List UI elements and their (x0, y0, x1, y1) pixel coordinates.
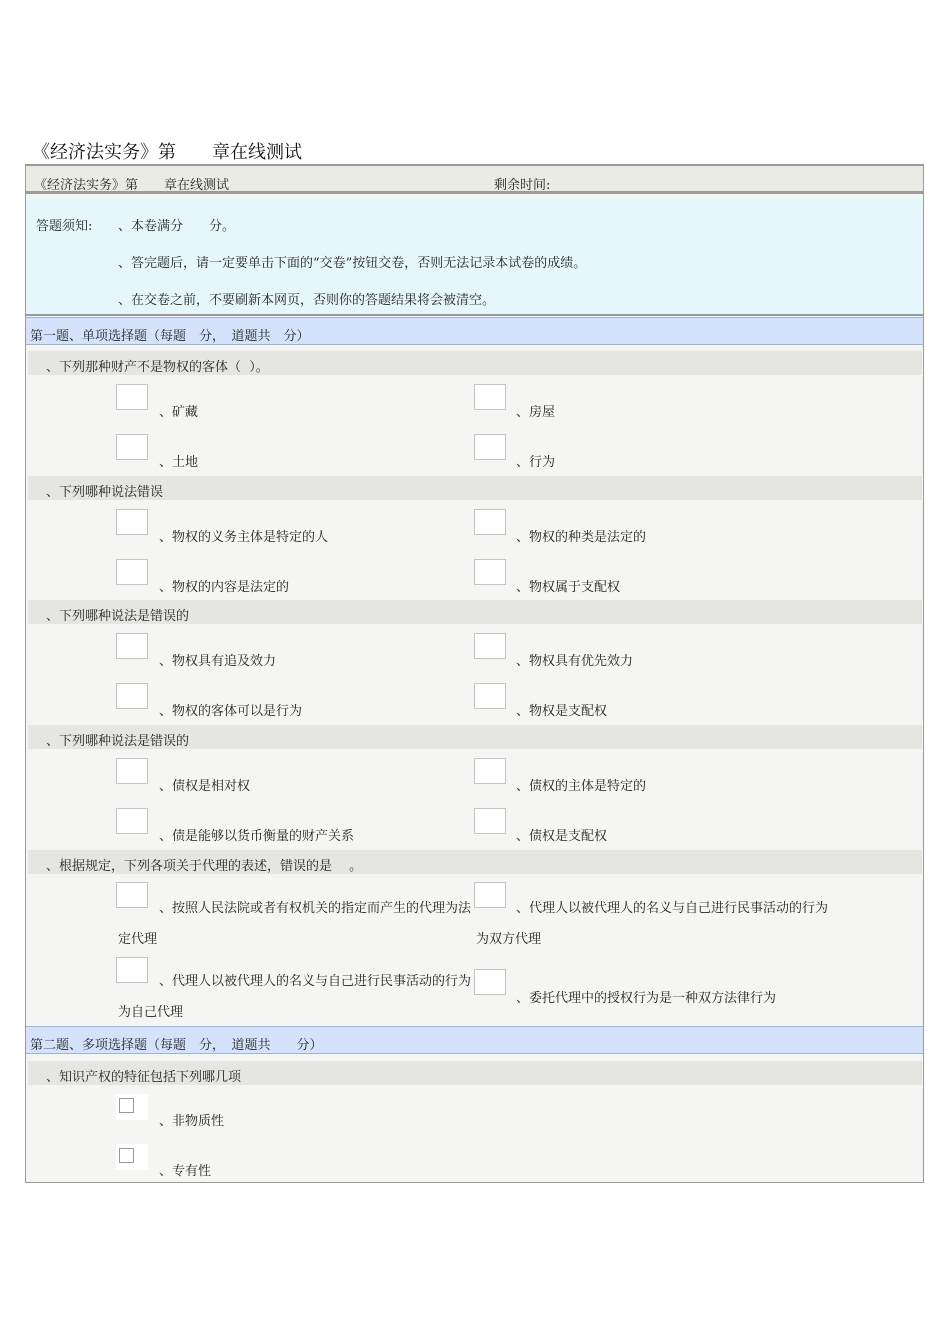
question-text: 、根据规定，下列各项关于代理的表述，错误的是 。 (46, 859, 363, 874)
notice-panel (26, 198, 923, 316)
answer-box-q3-c[interactable] (116, 683, 148, 709)
option-q3-c: 、物权的客体可以是行为 (159, 704, 303, 719)
section-single-choice-header (26, 317, 923, 345)
section-title: 第一题、单项选择题（每题 分， 道题共 分） (30, 329, 310, 344)
exam-frame (25, 164, 924, 1183)
option-q3-a: 、物权具有追及效力 (159, 654, 277, 669)
section-title: 第二题、多项选择题（每题 分， 道题共 分） (30, 1038, 323, 1053)
answer-box-q2-a[interactable] (116, 509, 148, 535)
question-text: 、下列哪种说法是错误的 (46, 609, 190, 624)
option-q2-b: 、物权的种类是法定的 (516, 530, 647, 545)
answer-box-q4-a[interactable] (116, 758, 148, 784)
checkbox-square[interactable] (119, 1098, 134, 1113)
option-q6-b: 、专有性 (159, 1164, 212, 1179)
question-text: 、知识产权的特征包括下列哪几项 (46, 1070, 242, 1085)
answer-box-q1-b[interactable] (474, 384, 506, 410)
option-q2-d: 、物权属于支配权 (516, 580, 621, 595)
answer-box-q1-d[interactable] (474, 434, 506, 460)
checkbox-q6-b[interactable] (116, 1144, 148, 1170)
option-q5-d: 、委托代理中的授权行为是一种双方法律行为 (516, 991, 777, 1006)
question-text: 、下列那种财产不是物权的客体（ ）。 (46, 360, 269, 375)
checkbox-q6-a[interactable] (116, 1094, 148, 1120)
option-q1-d: 、行为 (516, 455, 556, 470)
answer-box-q1-c[interactable] (116, 434, 148, 460)
answer-box-q2-b[interactable] (474, 509, 506, 535)
exam-header (26, 166, 923, 194)
notice-label: 答题须知: (36, 219, 93, 234)
question-6 (28, 1061, 922, 1085)
option-q4-d: 、债权是支配权 (516, 829, 608, 844)
option-q5-a: 、按照人民法院或者有权机关的指定而产生的代理为法定代理 (118, 901, 472, 947)
option-q4-b: 、债权的主体是特定的 (516, 779, 647, 794)
notice-line-2: 、答完题后，请一定要单击下面的“交卷”按钮交卷，否则无法记录本试卷的成绩。 (118, 256, 587, 271)
answer-box-q3-b[interactable] (474, 633, 506, 659)
notice-line-1: 、本卷满分 分。 (118, 219, 236, 234)
option-q2-c: 、物权的内容是法定的 (159, 580, 290, 595)
section-multiple-choice-header (26, 1026, 923, 1054)
answer-box-q3-a[interactable] (116, 633, 148, 659)
question-2 (28, 476, 922, 500)
question-3 (28, 600, 922, 624)
option-q3-b: 、物权具有优先效力 (516, 654, 634, 669)
question-5 (28, 850, 922, 874)
option-q1-c: 、土地 (159, 455, 199, 470)
option-q3-d: 、物权是支配权 (516, 704, 608, 719)
question-4 (28, 725, 922, 749)
checkbox-square[interactable] (119, 1148, 134, 1163)
option-q6-a: 、非物质性 (159, 1114, 225, 1129)
question-text: 、下列哪种说法是错误的 (46, 734, 190, 749)
question-text: 、下列哪种说法错误 (46, 485, 164, 500)
answer-box-q4-c[interactable] (116, 808, 148, 834)
answer-box-q4-d[interactable] (474, 808, 506, 834)
answer-box-q2-c[interactable] (116, 559, 148, 585)
answer-box-q2-d[interactable] (474, 559, 506, 585)
timer-label: 剩余时间: (494, 178, 551, 193)
answer-box-q5-d[interactable] (474, 969, 506, 995)
option-q5-b: 、代理人以被代理人的名义与自己进行民事活动的行为为双方代理 (476, 901, 829, 947)
page-title: 《经济法实务》第 章在线测试 (32, 142, 302, 163)
answer-box-q3-d[interactable] (474, 683, 506, 709)
option-q1-a: 、矿藏 (159, 405, 199, 420)
option-q2-a: 、物权的义务主体是特定的人 (159, 530, 329, 545)
option-q4-c: 、债是能够以货币衡量的财产关系 (159, 829, 355, 844)
answer-box-q1-a[interactable] (116, 384, 148, 410)
option-q5-c: 、代理人以被代理人的名义与自己进行民事活动的行为为自己代理 (118, 974, 472, 1020)
notice-line-3: 、在交卷之前，不要刷新本网页，否则你的答题结果将会被清空。 (118, 293, 496, 308)
answer-box-q4-b[interactable] (474, 758, 506, 784)
question-1 (28, 351, 922, 375)
option-q4-a: 、债权是相对权 (159, 779, 251, 794)
exam-header-title: 《经济法实务》第 章在线测试 (34, 178, 230, 193)
option-q1-b: 、房屋 (516, 405, 556, 420)
